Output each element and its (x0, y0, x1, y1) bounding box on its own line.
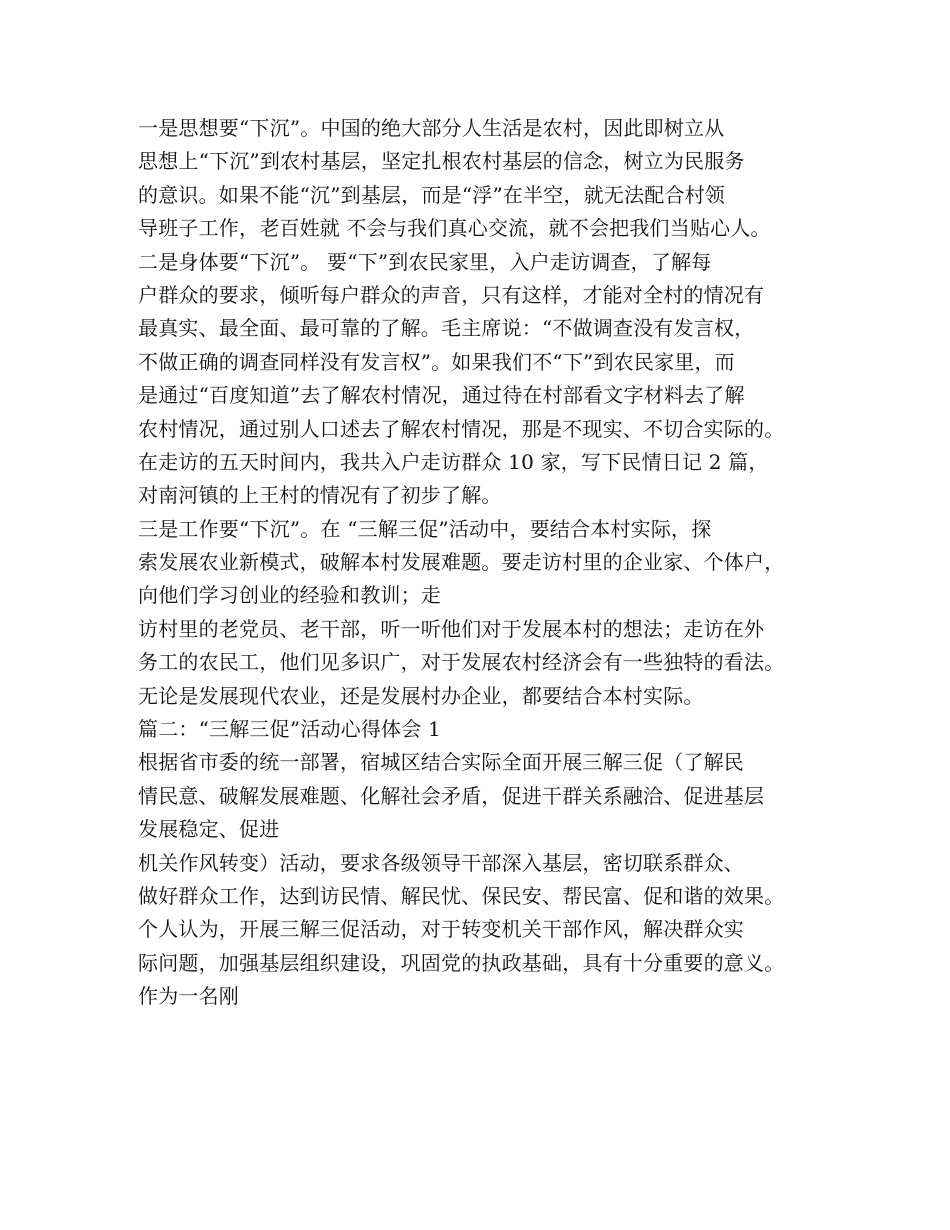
text-line: 际问题，加强基层组织建设，巩固党的执政基础，具有十分重要的意义。 (138, 950, 785, 975)
text-line: 发展稳定、促进 (138, 817, 280, 842)
text-line: 做好群众工作，达到访民情、解民忧、保民安、帮民富、促和谐的效果。 (138, 883, 785, 908)
text-line: 对南河镇的上王村的情况有了初步了解。 (138, 483, 502, 508)
text-line: 是通过“百度知道”去了解农村情况，通过待在村部看文字材料去了解 (138, 383, 745, 408)
text-line: 无论是发展现代农业，还是发展村办企业，都要结合本村实际。 (138, 683, 704, 708)
text-line: 不做正确的调查同样没有发言权”。如果我们不“下”到农民家里，而 (138, 349, 735, 374)
text-line: 机关作风转变）活动，要求各级领导干部深入基层，密切联系群众、 (138, 850, 744, 875)
text-line: 导班子工作，老百姓就 不会与我们真心交流，就不会把我们当贴心人。 (138, 216, 771, 241)
text-line: 二是身体要“下沉”。 要“下”到农民家里，入户走访调查，了解每 (138, 249, 712, 274)
text-line: 农村情况，通过别人口述去了解农村情况，那是不现实、不切合实际的。 (138, 416, 785, 441)
text-line: 思想上“下沉”到农村基层，坚定扎根农村基层的信念，树立为民服务 (138, 149, 745, 174)
text-line: 在走访的五天时间内，我共入户走访群众 10 家，写下民情日记 2 篇， (138, 449, 769, 474)
text-line: 的意识。如果不能“沉”到基层，而是“浮”在半空，就无法配合村领 (138, 182, 726, 207)
text-line: 户群众的要求，倾听每户群众的声音，只有这样，才能对全村的情况有 (138, 282, 765, 307)
document-body (138, 112, 838, 1014)
text-line: 三是工作要“下沉”。在 “三解三促”活动中，要结合本村实际，探 (138, 516, 712, 541)
text-line: 情民意、破解发展难题、化解社会矛盾，促进干群关系融洽、促进基层 (138, 783, 765, 808)
text-line: 务工的农民工，他们见多识广，对于发展农村经济会有一些独特的看法。 (138, 650, 785, 675)
text-line: 作为一名刚 (138, 984, 239, 1009)
text-line: 最真实、最全面、最可靠的了解。毛主席说：“不做调查没有发言权， (138, 316, 755, 341)
section-heading: 篇二：“三解三促”活动心得体会 1 (138, 717, 441, 742)
text-line: 一是思想要“下沉”。中国的绝大部分人生活是农村，因此即树立从 (138, 116, 725, 140)
text-line: 个人认为，开展三解三促活动，对于转变机关干部作风，解决群众实 (138, 917, 744, 942)
text-line: 向他们学习创业的经验和教训；走 (138, 583, 441, 608)
text-line: 根据省市委的统一部署，宿城区结合实际全面开展三解三促（了解民 (138, 750, 744, 775)
text-line: 索发展农业新模式，破解本村发展难题。要走访村里的企业家、个体户， (138, 550, 785, 575)
text-line: 访村里的老党员、老干部，听一听他们对于发展本村的想法；走访在外 (138, 616, 765, 641)
